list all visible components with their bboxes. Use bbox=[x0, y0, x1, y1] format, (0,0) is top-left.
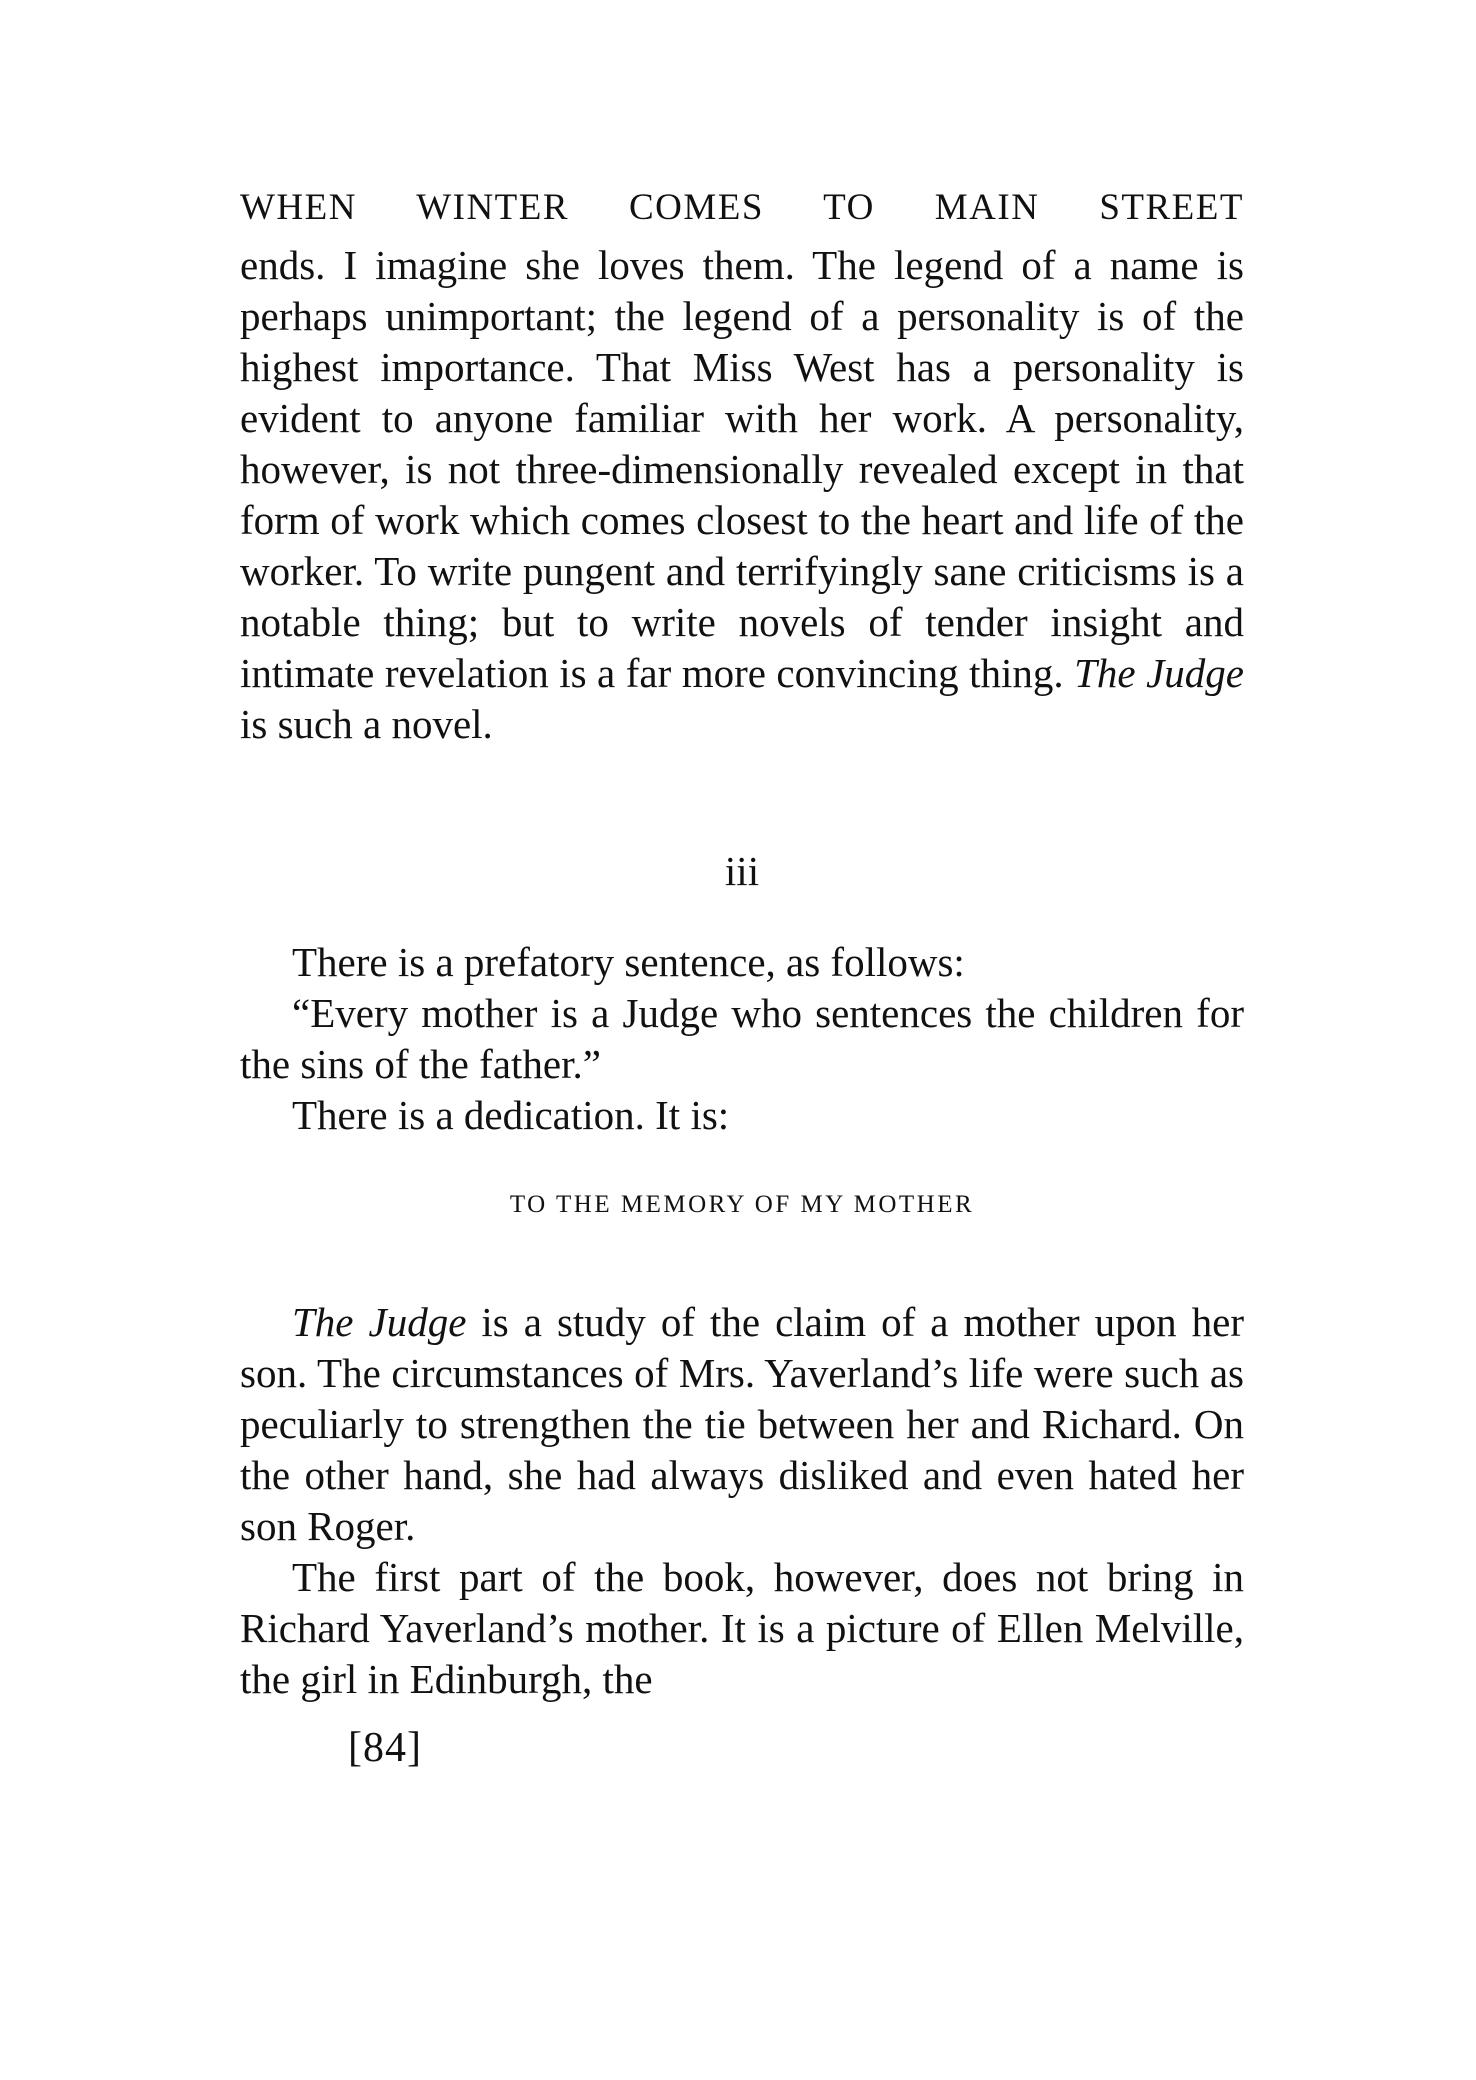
running-head: WHEN WINTER COMES TO MAIN STREET bbox=[240, 187, 1244, 228]
paragraph-1-end: is such a novel. bbox=[240, 701, 493, 747]
paragraph-1-text: ends. I imagine she loves them. The legend of a name is perhaps unimportant; the legend of a personality is of the highest importance. That Miss West has a personality is evident to anyone familiar with her work. A personality, however, is not three-dimensionally revealed except in that form of work which comes closest to the heart and life of the worker. To write pungent and terrifyingly sane criticisms is a notable thing; but to write novels of tender insight and intimate revelation is a far more convincing thing. bbox=[240, 242, 1244, 696]
book-page bbox=[240, 180, 1244, 1775]
paragraph-1 bbox=[240, 240, 1244, 750]
dedication: TO THE MEMORY OF MY MOTHER bbox=[509, 1191, 975, 1218]
paragraph-2: There is a prefatory sentence, as follows: bbox=[292, 939, 965, 985]
book-title: The Judge bbox=[292, 1299, 467, 1345]
paragraph-3: “Every mother is a Judge who sentences the children for the sins of the father.” bbox=[240, 990, 1244, 1087]
page-number: [84] bbox=[348, 1725, 422, 1771]
paragraph-6: The first part of the book, however, does not bring in Richard Yaverland’s mother. It is a picture of Ellen Melville, the girl in Edinburgh, the bbox=[240, 1554, 1244, 1702]
paragraph-4: There is a dedication. It is: bbox=[292, 1092, 730, 1138]
paragraph-5 bbox=[240, 1297, 1244, 1552]
section-number: iii bbox=[724, 848, 760, 894]
paragraph-5-text: is a study of the claim of a mother upon her son. The circumstances of Mrs. Yaverland’s life were such as peculiarly to strengthen the tie between her and Richard. On the other hand, she had always disliked and even hated her son Roger. bbox=[240, 1299, 1244, 1549]
book-title: The Judge bbox=[1074, 650, 1244, 696]
